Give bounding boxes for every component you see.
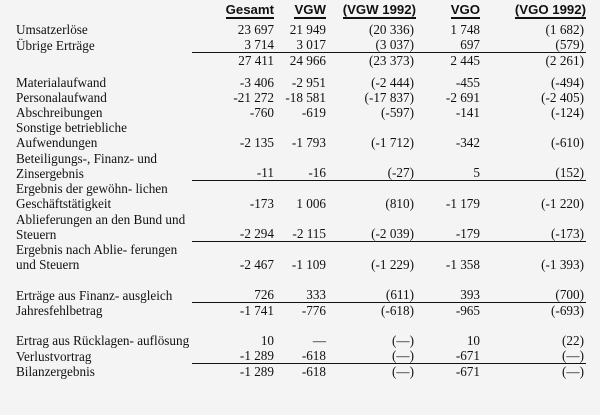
header-gesamt: Gesamt: [225, 2, 274, 17]
header-label-column: [14, 2, 192, 22]
header-vgo: VGO: [450, 2, 480, 17]
cell-gesamt: -1 289: [192, 364, 274, 380]
cell-vgo: 10: [466, 333, 480, 348]
cell-vgw: -16: [308, 165, 326, 180]
cell-gesamt: -3 406: [239, 75, 274, 90]
cell-vgo-1992: (-693): [480, 303, 586, 319]
cell-vgw-1992: (-2 444): [371, 75, 414, 90]
cell-gesamt: -760: [249, 105, 274, 120]
cell-gesamt: -2 294: [239, 226, 274, 241]
cell-vgw-1992: (-1 229): [326, 242, 416, 273]
table-row: [14, 75, 586, 90]
cell-vgw: -1 109: [274, 242, 326, 273]
cell-gesamt: -21 272: [233, 90, 274, 105]
cell-vgw-1992: (-2 039): [371, 226, 414, 241]
cell-vgw: -1 793: [291, 135, 326, 150]
cell-vgo: 2 445: [416, 53, 480, 69]
cell-vgw-1992: (3 037): [375, 37, 414, 52]
cell-gesamt: -2 467: [192, 242, 274, 273]
row-label: Personalaufwand: [16, 90, 107, 105]
cell-vgo-1992: (—): [480, 364, 586, 380]
cell-vgw: 24 966: [274, 53, 326, 69]
cell-gesamt: -1 289: [239, 348, 274, 363]
header-vgw-1992: (VGW 1992): [342, 2, 416, 17]
cell-vgw: -776: [274, 303, 326, 319]
cell-vgw: -2 115: [292, 226, 326, 241]
cell-vgo: -671: [455, 348, 480, 363]
cell-vgo: -455: [455, 75, 480, 90]
cell-vgo: 1 748: [450, 22, 480, 37]
cell-vgw: 1 006: [274, 181, 326, 212]
cell-vgw-1992: (23 373): [326, 53, 416, 69]
cell-vgo: -965: [416, 303, 480, 319]
header-vgw: VGW: [294, 2, 326, 17]
cell-vgo-1992: (22): [562, 333, 584, 348]
cell-gesamt: -11: [256, 165, 274, 180]
cell-vgo-1992: (579): [555, 37, 584, 52]
result-row: [14, 303, 586, 319]
cell-vgo-1992: (2 261): [480, 53, 586, 69]
cell-vgw-1992: (-1 712): [371, 135, 414, 150]
cell-vgo-1992: (-1 220): [480, 181, 586, 212]
row-label: Abschreibungen: [16, 105, 103, 120]
table-row: [14, 272, 586, 303]
cell-vgo-1992: (-124): [551, 105, 584, 120]
cell-vgo-1992: (—): [562, 348, 584, 363]
cell-vgw: -18 581: [285, 90, 326, 105]
result-row: [14, 242, 586, 273]
cell-vgw-1992: (-17 837): [364, 90, 414, 105]
cell-vgw-1992: (—): [392, 333, 414, 348]
cell-vgo-1992: (700): [555, 287, 584, 302]
row-label: Bilanzergebnis: [16, 364, 95, 379]
cell-vgo: -1 179: [416, 181, 480, 212]
cell-gesamt: -2 135: [239, 135, 274, 150]
cell-vgw: -618: [301, 348, 326, 363]
cell-vgo-1992: (1 682): [545, 22, 584, 37]
cell-vgo-1992: (-2 405): [541, 90, 584, 105]
cell-vgo-1992: (-173): [551, 226, 584, 241]
cell-vgw: -618: [274, 364, 326, 380]
row-label: Ergebnis der gewöhn- lichen Geschäftstätigkeit: [16, 181, 168, 211]
cell-vgw-1992: (-27): [387, 165, 414, 180]
cell-gesamt: 726: [254, 287, 274, 302]
cell-vgw: —: [312, 333, 326, 348]
row-label: Beteiligungs-, Finanz- und Zinsergebnis: [16, 150, 158, 181]
cell-vgw: 333: [306, 287, 326, 302]
cell-gesamt: -1 741: [192, 303, 274, 319]
row-label: Ablieferungen an den Bund und Steuern: [16, 211, 186, 242]
cell-vgw-1992: (—): [326, 364, 416, 380]
table-row: [14, 90, 586, 105]
cell-vgw: -2 951: [291, 75, 326, 90]
cell-vgo: -1 358: [416, 242, 480, 273]
cell-vgw-1992: (611): [385, 287, 414, 302]
cell-vgo-1992: (-494): [551, 75, 584, 90]
result-row: [14, 364, 586, 380]
table-row: [14, 318, 586, 348]
table-row: [14, 211, 586, 242]
row-label: Umsatzerlöse: [16, 22, 88, 37]
cell-vgo: 697: [460, 37, 480, 52]
table-row: [14, 120, 586, 150]
table-row: [14, 22, 586, 37]
cell-vgo-1992: (-610): [551, 135, 584, 150]
cell-vgo: -141: [455, 105, 480, 120]
cell-vgo: -342: [455, 135, 480, 150]
cell-gesamt: 10: [260, 333, 274, 348]
table-row: [14, 105, 586, 120]
cell-vgw: 3 017: [296, 37, 326, 52]
cell-vgw-1992: (20 336): [368, 22, 414, 37]
income-statement-table: [14, 2, 586, 379]
cell-vgw-1992: (-618): [326, 303, 416, 319]
cell-gesamt: 3 714: [244, 37, 274, 52]
result-row: [14, 181, 586, 212]
header-vgo-1992: (VGO 1992): [514, 2, 586, 17]
cell-vgo: -2 691: [445, 90, 480, 105]
cell-vgw-1992: (—): [392, 348, 414, 363]
cell-vgw: -619: [301, 105, 326, 120]
row-label: Ergebnis nach Ablie- ferungen und Steuern: [16, 242, 178, 272]
row-label: Übrige Erträge: [16, 37, 95, 53]
row-label: Ertrag aus Rücklagen- auflösung: [16, 333, 190, 348]
cell-vgo-1992: (-1 393): [480, 242, 586, 273]
row-label: Verlustvortrag: [16, 348, 92, 364]
spacer-row: [14, 68, 586, 75]
row-label: Materialaufwand: [16, 75, 107, 90]
table-row: [14, 348, 586, 364]
row-label: Erträge aus Finanz- ausgleich: [16, 287, 173, 303]
cell-vgo: -671: [416, 364, 480, 380]
cell-vgo: -179: [455, 226, 480, 241]
cell-vgw: 21 949: [289, 22, 326, 37]
row-label: [14, 53, 192, 69]
cell-gesamt: -173: [192, 181, 274, 212]
row-label: Jahresfehlbetrag: [16, 303, 103, 318]
subtotal-row: [14, 53, 586, 69]
cell-vgo: 5: [473, 165, 480, 180]
cell-vgo-1992: (152): [555, 165, 584, 180]
cell-vgw-1992: (-597): [381, 105, 414, 120]
cell-gesamt: 23 697: [237, 22, 274, 37]
row-label: Sonstige betriebliche Aufwendungen: [16, 120, 127, 150]
cell-vgo: 393: [460, 287, 480, 302]
cell-gesamt: 27 411: [192, 53, 274, 69]
cell-vgw-1992: (810): [326, 181, 416, 212]
table-row: [14, 37, 586, 53]
table-row: [14, 150, 586, 181]
header-row: [14, 2, 586, 22]
